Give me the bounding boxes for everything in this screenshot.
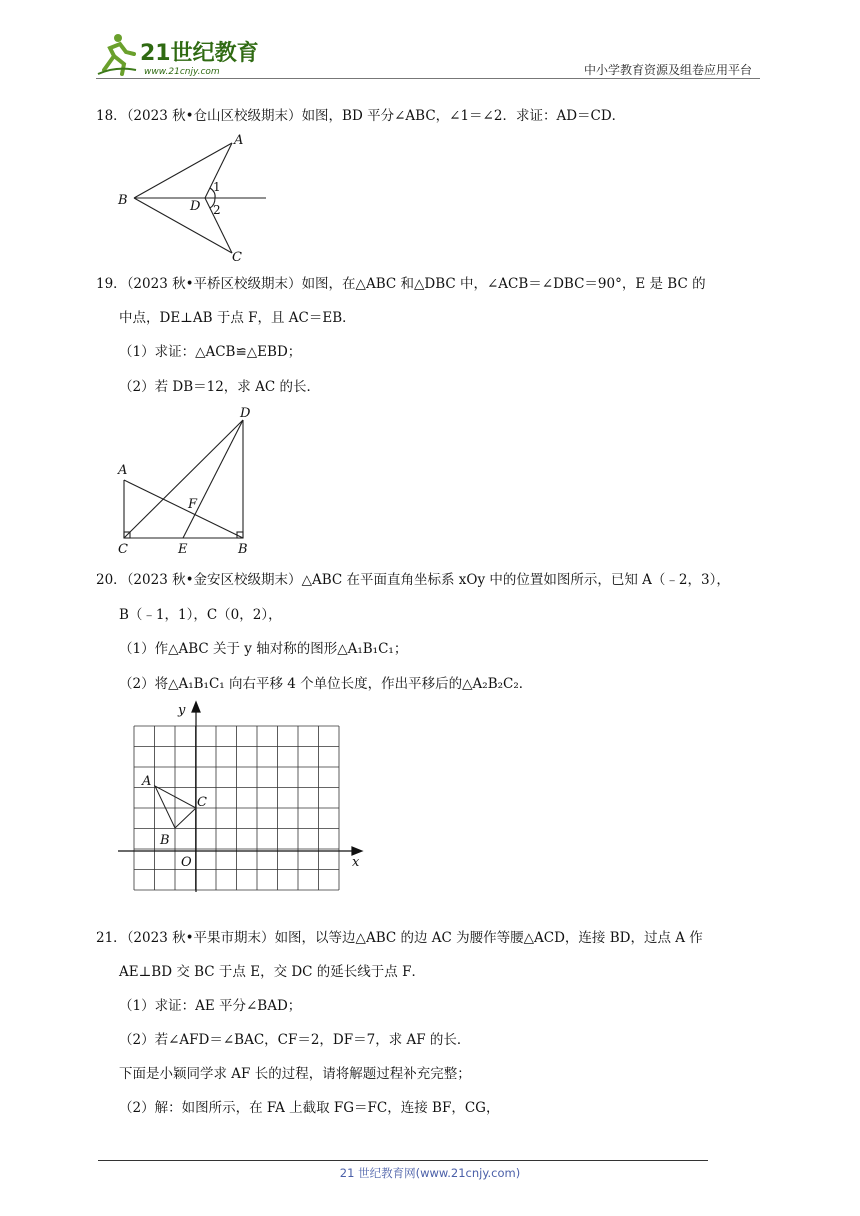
svg-text:21世纪教育: 21世纪教育 [140, 41, 259, 66]
q19-label-d: D [240, 406, 251, 421]
q21-line3: 下面是小颖同学求 AF 长的过程，请将解题过程补充完整； [119, 1066, 471, 1082]
q19-label-e: E [178, 542, 188, 557]
q18-label-c: C [232, 250, 242, 265]
header-divider [96, 78, 760, 79]
q19-label-b: B [238, 542, 248, 557]
q18-label-2: 2 [213, 203, 221, 217]
q21-line2: AE⊥BD 交 BC 于点 E，交 DC 的延长线于点 F． [119, 964, 425, 980]
q20-coordinate-grid [116, 698, 366, 896]
q18-label-d: D [190, 199, 201, 214]
page-header [96, 30, 760, 80]
platform-name: 中小学教育资源及组卷应用平台 [583, 63, 752, 77]
q18-text: 18．（2023 秋•仓山区校级期末）如图，BD 平分∠ABC，∠1＝∠2．求证：AD＝CD． [96, 108, 626, 124]
q19-label-f: F [188, 497, 198, 512]
q21-line4: （2）解：如图所示，在 FA 上截取 FG＝FC，连接 BF，CG， [119, 1100, 500, 1116]
footer-link[interactable]: 21 世纪教育网(www.21cnjy.com) [339, 1166, 521, 1180]
q20-part2: （2）将△A₁B₁C₁ 向右平移 4 个单位长度，作出平移后的△A₂B₂C₂． [119, 676, 533, 692]
q20-label-x: x [352, 855, 360, 870]
q19-line1: 19．（2023 秋•平桥区校级期末）如图，在△ABC 和△DBC 中，∠ACB＝∠DBC＝90°，E 是 BC 的 [96, 276, 706, 292]
q20-label-y: y [178, 703, 186, 718]
q19-figure [112, 402, 272, 557]
q20-label-b: B [160, 833, 170, 848]
site-logo [96, 30, 266, 78]
q21-part2: （2）若∠AFD＝∠BAC，CF＝2，DF＝7，求 AF 的长． [119, 1032, 471, 1048]
q18-label-1: 1 [213, 180, 221, 194]
q19-label-a: A [118, 463, 128, 478]
q19-label-c: C [118, 542, 128, 557]
q20-line1: 20．（2023 秋•金安区校级期末）△ABC 在平面直角坐标系 xOy 中的位置如图所示，已知 A（﹣2，3）， [96, 572, 730, 588]
q21-line1: 21．（2023 秋•平果市期末）如图，以等边△ABC 的边 AC 为腰作等腰△ACD，连接 BD，过点 A 作 [96, 930, 703, 946]
q19-part1: （1）求证：△ACB≌△EBD； [119, 344, 302, 360]
svg-text:www.21cnjy.com: www.21cnjy.com [144, 67, 220, 77]
q18-label-b: B [118, 193, 128, 208]
q20-label-c: C [197, 795, 207, 810]
q20-part1: （1）作△ABC 关于 y 轴对称的图形△A₁B₁C₁； [119, 641, 408, 657]
q21-part1: （1）求证：AE 平分∠BAD； [119, 998, 302, 1014]
footer-divider [98, 1160, 708, 1161]
q20-label-a: A [142, 774, 152, 789]
q19-line2: 中点，DE⊥AB 于点 F，且 AC＝EB． [119, 310, 356, 326]
q18-figure [112, 130, 282, 265]
q19-part2: （2）若 DB＝12，求 AC 的长． [119, 379, 320, 395]
q18-label-a: A [234, 133, 244, 148]
q20-label-o: O [181, 855, 192, 870]
q20-line2: B（﹣1，1），C（0，2）， [119, 607, 282, 623]
